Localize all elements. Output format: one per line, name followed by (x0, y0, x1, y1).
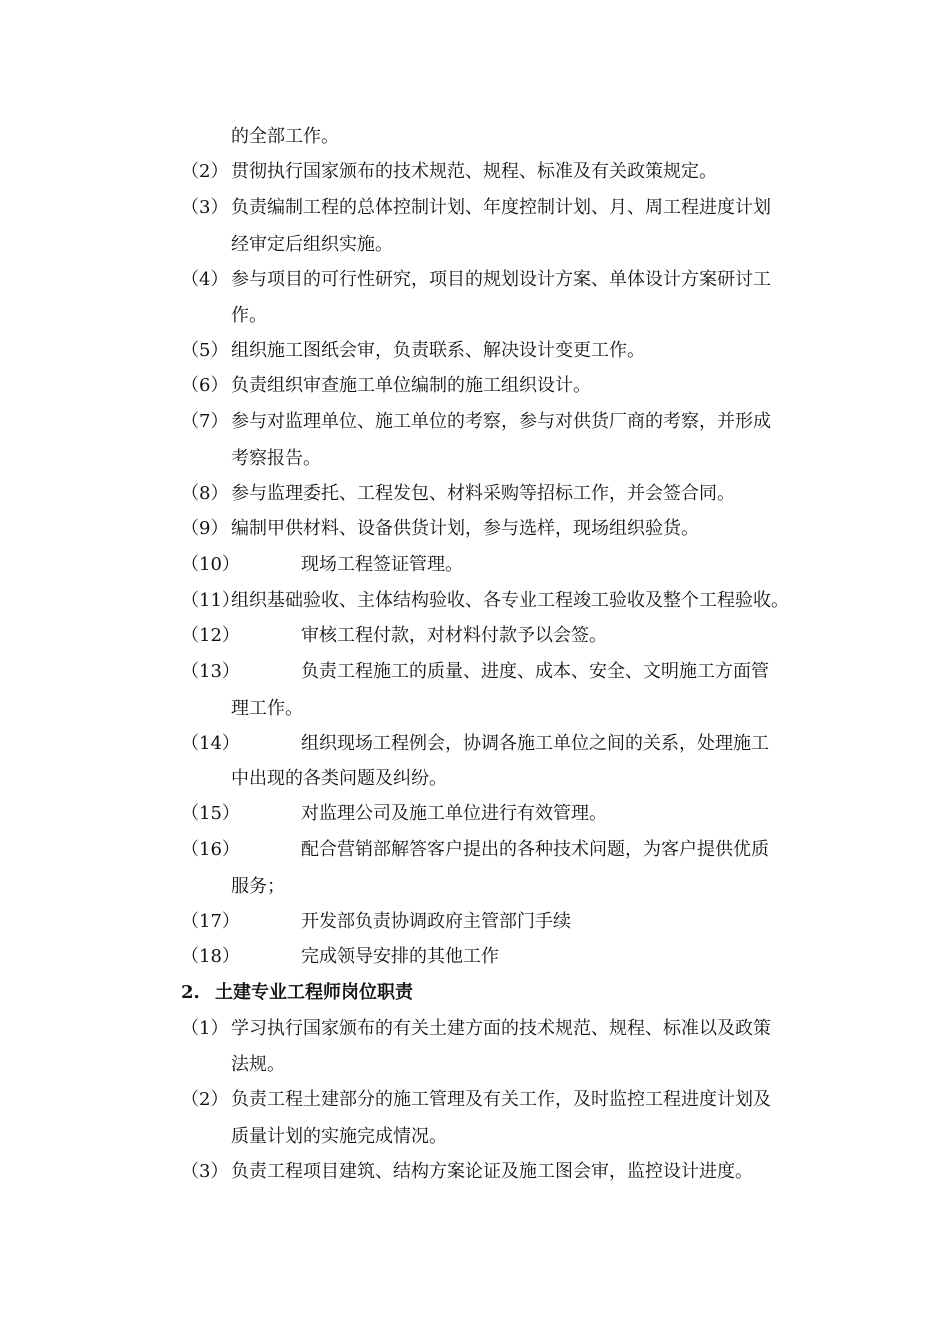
item-number: （8） (181, 483, 229, 504)
item-continuation: 理工作。 (231, 698, 303, 719)
item-continuation: 经审定后组织实施。 (231, 234, 393, 255)
item-text: 组织施工图纸会审，负责联系、解决设计变更工作。 (231, 340, 645, 361)
item-text: 负责工程施工的质量、进度、成本、安全、文明施工方面管 (301, 661, 769, 682)
item-continuation: 服务； (231, 876, 285, 897)
item-number: （3） (181, 197, 229, 218)
item-number: （18） (181, 946, 240, 967)
item-text: 负责编制工程的总体控制计划、年度控制计划、月、周工程进度计划 (231, 197, 771, 218)
item-number: （6） (181, 375, 229, 396)
item-number: （10） (181, 554, 240, 575)
section-title: 土建专业工程师岗位职责 (215, 982, 413, 1003)
item-number: （4） (181, 269, 229, 290)
item-text: 学习执行国家颁布的有关土建方面的技术规范、规程、标准以及政策 (231, 1018, 771, 1039)
item-text: 审核工程付款，对材料付款予以会签。 (301, 625, 607, 646)
item-number: （1） (181, 1018, 229, 1039)
item-text: 贯彻执行国家颁布的技术规范、规程、标准及有关政策规定。 (231, 161, 717, 182)
item-text: 负责工程项目建筑、结构方案论证及施工图会审，监控设计进度。 (231, 1161, 753, 1182)
item-number: （2） (181, 161, 229, 182)
item-continuation: 作。 (231, 305, 267, 326)
item-continuation: 中出现的各类问题及纠纷。 (231, 768, 447, 789)
item-text: 配合营销部解答客户提出的各种技术问题，为客户提供优质 (301, 839, 769, 860)
item-text: 参与项目的可行性研究，项目的规划设计方案、单体设计方案研讨工 (231, 269, 771, 290)
item-text: 完成领导安排的其他工作 (301, 946, 499, 967)
item-number: （11） (181, 590, 240, 611)
item-text: 组织现场工程例会，协调各施工单位之间的关系，处理施工 (301, 733, 769, 754)
section-number: 2. (181, 982, 200, 1003)
item-text: 组织基础验收、主体结构验收、各专业工程竣工验收及整个工程验收。 (231, 590, 789, 611)
item-number: （15） (181, 803, 240, 824)
item-1-continuation: 的全部工作。 (231, 126, 339, 147)
item-number: （13） (181, 661, 240, 682)
item-number: （5） (181, 340, 229, 361)
item-text: 参与对监理单位、施工单位的考察，参与对供货厂商的考察，并形成 (231, 411, 771, 432)
item-text: 负责组织审查施工单位编制的施工组织设计。 (231, 375, 591, 396)
item-text: 参与监理委托、工程发包、材料采购等招标工作，并会签合同。 (231, 483, 735, 504)
item-text: 编制甲供材料、设备供货计划，参与选样，现场组织验货。 (231, 518, 699, 539)
item-number: （14） (181, 733, 240, 754)
item-continuation: 考察报告。 (231, 448, 321, 469)
item-text: 开发部负责协调政府主管部门手续 (301, 911, 571, 932)
item-text: 对监理公司及施工单位进行有效管理。 (301, 803, 607, 824)
section-heading (181, 981, 413, 1005)
item-number: （3） (181, 1161, 229, 1182)
item-continuation: 法规。 (231, 1054, 285, 1075)
item-number: （2） (181, 1089, 229, 1110)
item-text: 负责工程土建部分的施工管理及有关工作，及时监控工程进度计划及 (231, 1089, 771, 1110)
item-number: （17） (181, 911, 240, 932)
item-text: 现场工程签证管理。 (301, 554, 463, 575)
item-number: （7） (181, 411, 229, 432)
item-number: （12） (181, 625, 240, 646)
item-continuation: 质量计划的实施完成情况。 (231, 1126, 447, 1147)
item-number: （9） (181, 518, 229, 539)
item-number: （16） (181, 839, 240, 860)
